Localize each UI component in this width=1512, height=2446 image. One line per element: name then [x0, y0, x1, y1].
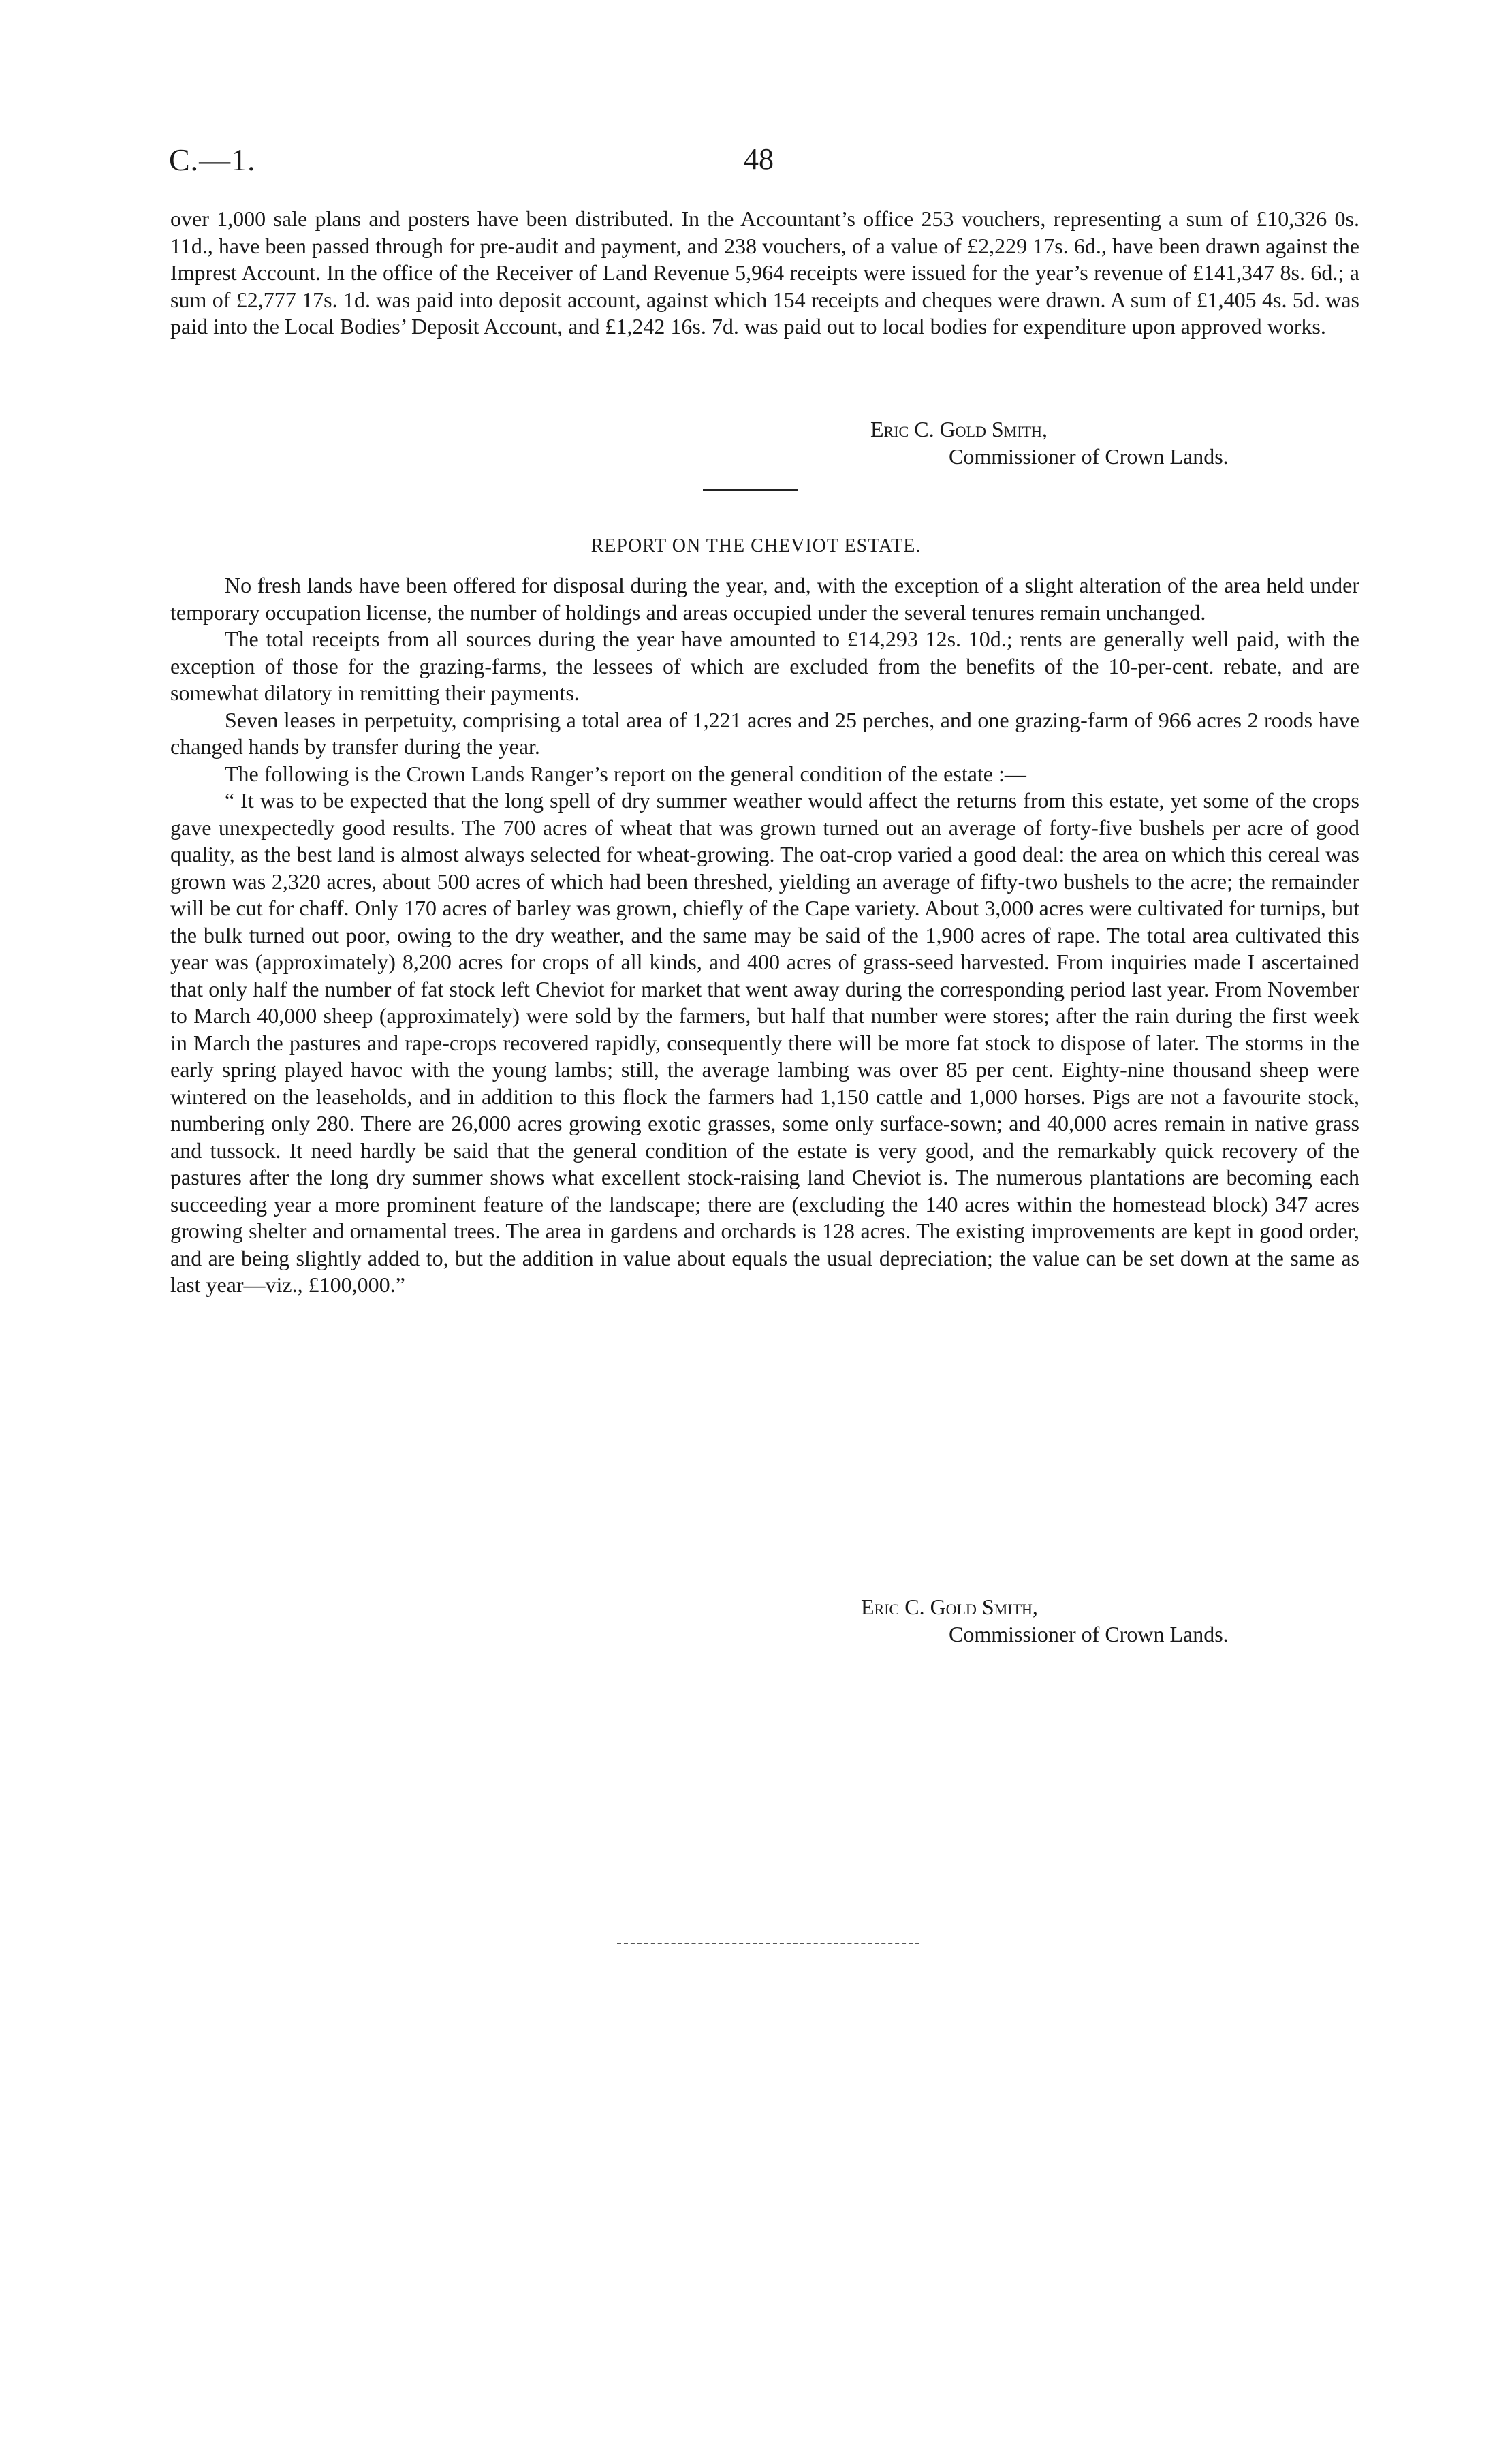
page-number: 48: [744, 142, 774, 176]
accountant-report-continuation: [170, 206, 1359, 341]
signature-title: Commissioner of Crown Lands.: [949, 1622, 1229, 1646]
report-paragraph: The total receipts from all sources during the year have amounted to £14,293 12s. 10d.; rents are generally well paid, with the exception of those for the grazing-farms, the lessees of which are excluded from the benefits of the 10-per-cent. rebate, and are somewhat dilatory in remitting their payments.: [170, 627, 1359, 705]
end-divider: [617, 1943, 919, 1944]
report-paragraph: The following is the Crown Lands Ranger’s report on the general condition of the estate :—: [225, 761, 1026, 786]
report-paragraph: No fresh lands have been offered for disposal during the year, and, with the exception of a slight alteration of the area held under temporary occupation license, the number of holdings and areas occupied under the several tenures remain unchanged.: [170, 573, 1359, 625]
intro-paragraph: over 1,000 sale plans and posters have been distributed. In the Accountant’s office 253 vouchers, representing a sum of £10,326 0s. 11d., have been passed through for pre-audit and payment, and 238 vouchers, of a value of £2,229 17s. 6d., have been drawn against the Imprest Account. In the office of the Receiver of Land Revenue 5,964 receipts were issued for the year’s revenue of £141,347 8s. 6d.; a sum of £2,777 17s. 1d. was paid into deposit account, against which 154 receipts and cheques were drawn. A sum of £1,405 4s. 5d. was paid into the Local Bodies’ Deposit Account, and £1,242 16s. 7d. was paid out to local bodies for expenditure upon approved works.: [170, 206, 1359, 339]
report-paragraph: Seven leases in perpetuity, comprising a total area of 1,221 acres and 25 perches, and one grazing-farm of 966 acres 2 roods have changed hands by transfer during the year.: [170, 707, 1359, 759]
signature-name: Eric C. Gold Smith,: [861, 1595, 1038, 1619]
signature-name: Eric C. Gold Smith,: [870, 417, 1048, 441]
page-header: [169, 142, 1361, 183]
ranger-report-quote: “ It was to be expected that the long spell of dry summer weather would affect the returns from this estate, yet some of the crops gave unexpectedly good results. The 700 acres of wheat that was grown turned out an average of forty-five bushels per acre of good quality, as the best land is almost always selected for wheat-growing. The oat-crop varied a good deal: the area on which this cereal was grown was 2,320 acres, about 500 acres of which had been threshed, yielding an average of fifty-two bushels to the acre; the remainder will be cut for chaff. Only 170 acres of barley was grown, chiefly of the Cape variety. About 3,000 acres were cultivated for turnips, but the bulk turned out poor, owing to the dry weather, and the same may be said of the 1,900 acres of rape. The total area cultivated this year was (approximately) 8,200 acres for crops of all kinds, and 400 acres of grass-seed harvested. From inquiries made I ascertained that only half the number of fat stock left Cheviot for market that went away during the corresponding period last year. From November to March 40,000 sheep (approximately) were sold by the farmers, but half that number were stores; after the rain during the first week in March the pastures and rape-crops recovered rapidly, consequently there will be more fat stock to dispose of later. The storms in the early spring played havoc with the young lambs; still, the average lambing was over 85 per cent. Eighty-nine thousand sheep were wintered on the leaseholds, and in addition to this flock the farmers had 1,150 cattle and 1,000 horses. Pigs are not a favourite stock, numbering only 280. There are 26,000 acres growing exotic grasses, some only surface-sown; and 40,000 acres remain in native grass and tussock. It need hardly be said that the general condition of the estate is very good, and the remarkably quick recovery of the pastures after the long dry summer shows what excellent stock-raising land Cheviot is. The numerous plantations are becoming each succeeding year a more prominent feature of the landscape; there are (excluding the 140 acres within the homestead block) 347 acres growing shelter and ornamental trees. The area in gardens and orchards is 128 acres. The existing improvements are kept in good order, and are being slightly added to, but the addition in value about equals the usual depreciation; the value can be set down at the same as last year—viz., £100,000.”: [170, 788, 1359, 1297]
section-title: REPORT ON THE CHEVIOT ESTATE.: [590, 535, 922, 556]
document-reference: C.—1.: [169, 142, 256, 177]
cheviot-estate-report: [170, 572, 1359, 1299]
section-divider: [703, 489, 798, 491]
signature-title: Commissioner of Crown Lands.: [949, 444, 1229, 469]
